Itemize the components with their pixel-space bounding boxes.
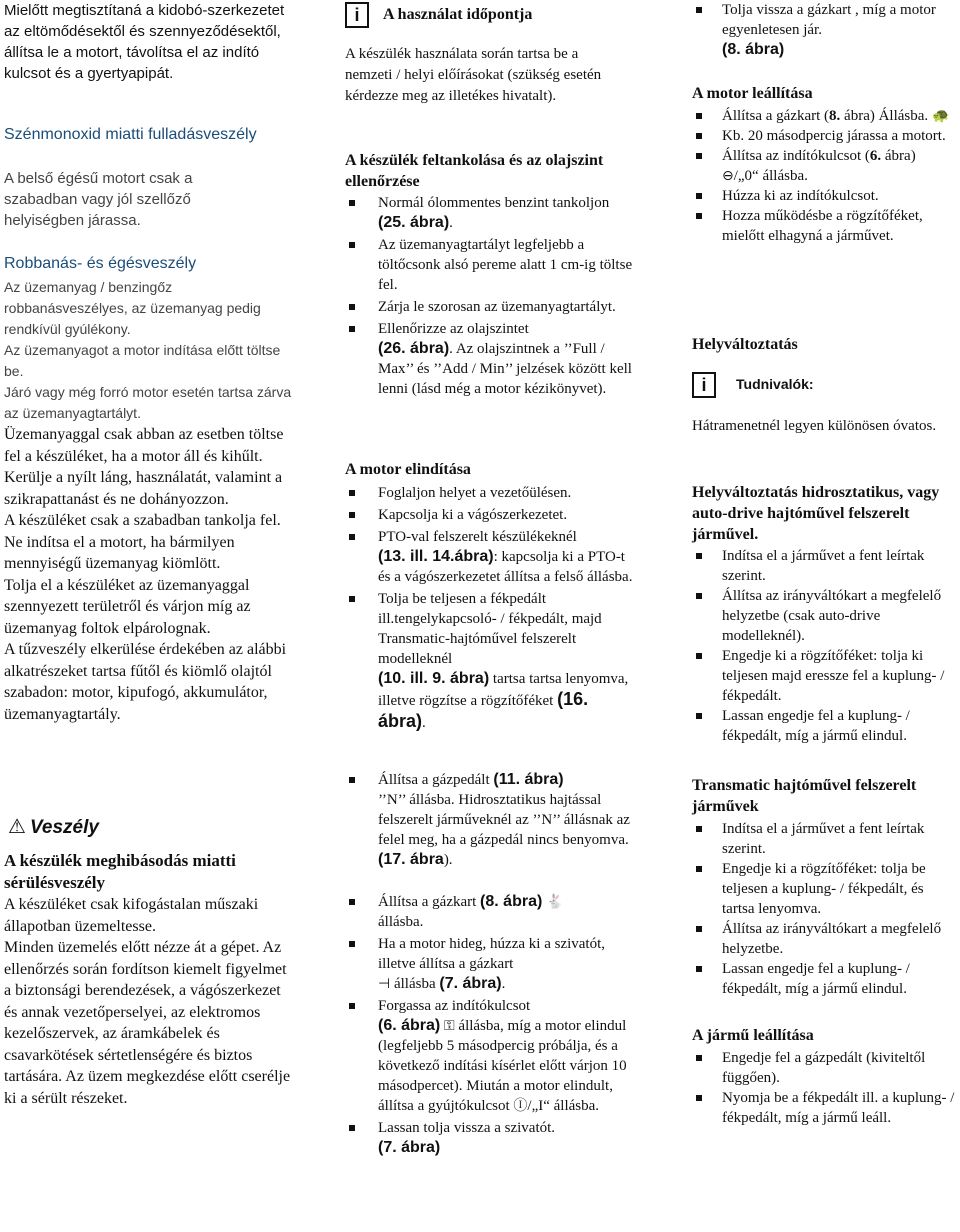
list-item [345, 770, 635, 870]
key-icon: ⚿ [444, 1018, 455, 1034]
damage-heading: A készülék meghibásodás miatti sérülésveszély [4, 851, 236, 892]
fire-para: Tolja el a készüléket az üzemanyaggal szennyezett területről és várjon míg az üzemanyag foltok elpárolognak. [4, 576, 251, 637]
damage-para: Minden üzemelés előtt nézze át a gépet. Az ellenőrzés során fordítson kiemelt figyelmet a biztonsági berendezések, a vágószerkezet és annak vezetőperselyei, az elektromos kezelőszervek, az áramkábelek és csavarkötések sértetlenségére és biztos tartására. Az üzem megkezdése előtt cserélje ki a sérült részeket. [4, 939, 291, 1107]
damage-para: A készüléket csak kifogástalan műszaki állapotban üzemeltesse. [4, 896, 259, 935]
choke-mid: állásba [393, 976, 436, 992]
info-icon [692, 372, 716, 398]
key-tail: állásba, míg a motor elindul (legfeljebb 5 másodpercig próbálja, és a következő indítási kísérlet előtt várjon 10 másodpercet). Miután a motor elindult, állítsa a gyújtókulcsot [378, 1018, 627, 1114]
figure-ref: (17. ábra [378, 851, 444, 868]
brake-text: Tolja be teljesen a fékpedált ill.tengelykapcsoló- / fékpedált, majd Transmatic-hajtóművel felszerelt modelleknél [378, 591, 602, 667]
hydro-item-text: Engedje ki a rögzítőféket: tolja ki teljesen majd eressze fel a kuplung- / fékpedált. [722, 648, 945, 704]
fuel-item-tail: . [449, 215, 453, 231]
list-item [692, 959, 956, 999]
trans-item-text: Lassan engedje fel a kuplung- / fékpedált, míg a jármű elindul. [722, 961, 910, 997]
list-item [692, 859, 956, 919]
list-item [692, 146, 956, 186]
intro-text: Mielőtt megtisztítaná a kidobó-szerkezetet az eltömődésektől és szennyeződésektől, állítsa le a motort, távolítsa el az indító kulcsot és a gyertyapipát. [4, 2, 285, 82]
figure-ref: (7. ábra) [439, 975, 502, 992]
list-item [692, 819, 956, 859]
fire-paragraphs [4, 277, 296, 725]
list-item [692, 126, 956, 146]
choke-text: Ha a motor hideg, húzza ki a szivatót, illetve állítsa a gázkart [378, 936, 606, 972]
fuel-item-tail: . Az olajszintnek a ’’Full / Max’’ és ’’Add / Min’’ jelzések között kell lenni (lásd még a motor kézikönyvet). [378, 341, 632, 397]
hydro-item-text: Lassan engedje fel a kuplung- / fékpedált, míg a jármű elindul. [722, 708, 910, 744]
fire-heading: Robbanás- és égésveszély [4, 255, 197, 272]
gas-text: Állítsa a gázpedált [378, 772, 490, 788]
fire-para: A készüléket csak a szabadban tankolja fel. [4, 512, 281, 529]
list-item [692, 646, 956, 706]
park-item-text: Engedje fel a gázpedált (kiviteltől függően). [722, 1050, 926, 1086]
info-row [692, 372, 814, 400]
stop-item-symbol: /„0“ [733, 168, 759, 184]
warning-triangle-icon: ⚠ [8, 816, 26, 838]
fuel-list [345, 193, 635, 399]
figure-ref: (7. ábra) [378, 1139, 441, 1156]
time-heading: A használat időpontja [383, 5, 533, 23]
fire-para: A tűzveszély elkerülése érdekében az alábbi alkatrészeket tartsa fűtől és kiömlő olajtól szabadon: motor, kipufogó, akkumulátor, üzemanyagtartály. [4, 641, 287, 723]
fire-para: Az üzemanyagot a motor indítása előtt töltse be. [4, 342, 281, 379]
figure-ref: (25. ábra) [378, 214, 450, 231]
danger-label [8, 814, 99, 840]
hydro-item-text: Indítsa el a járművet a fent leírtak szerint. [722, 548, 925, 584]
stop-item-text: Állítsa a gázkart ( [722, 108, 830, 124]
brake-tail: tartsa tartsa lenyomva, illetve rögzítse a rögzítőféket [378, 671, 629, 709]
list-item [345, 892, 635, 932]
park-item-text: Nyomja be a fékpedált ill. a kuplung- / fékpedált, míg a jármű leáll. [722, 1090, 955, 1126]
figure-ref: (13. ill. 14.ábra) [378, 548, 494, 565]
pto-tail: : kapcsolja ki a PTO-t és a vágószerkezetet állítsa a felső állásba. [378, 549, 633, 585]
turtle-icon: 🐢 [931, 108, 950, 124]
pto-text: PTO-val felszerelt készülékeknél [378, 529, 577, 545]
start-item-text: Kapcsolja ki a vágószerkezetet. [378, 507, 568, 523]
list-item [345, 505, 635, 525]
fire-para: Ne indítsa el a motort, ha bármilyen mennyiségű üzemanyag kiömlött. [4, 533, 235, 572]
list-item: Tolja be teljesen a fékpedált ill.tengelykapcsoló- / fékpedált, majd Transmatic-hajtóművel felszerelt modelleknél (10. ill. 9. ábra) tartsa tartsa lenyomva, illetve rögzítse a rögzítőféket (16. ábra). [345, 589, 635, 733]
trans-item-text: Állítsa az irányváltókart a megfelelő helyzetbe. [722, 921, 942, 957]
stop-item-text: Hozza működésbe a rögzítőféket, mielőtt elhagyná a járművet. [722, 208, 923, 244]
stop-item-bold: 6. [869, 148, 882, 164]
figure-ref: (26. ábra) [378, 340, 450, 357]
stop-item-text: Kb. 20 másodpercig járassa a motort. [722, 128, 946, 144]
list-item: Ha a motor hideg, húzza ki a szivatót, illetve állítsa a gázkart ⊣ állásba (7. ábra). [345, 934, 635, 994]
top-list [692, 0, 956, 60]
choke-back-text: Lassan tolja vissza a szivatót. [378, 1120, 556, 1136]
start-heading: A motor elindítása [345, 461, 471, 478]
start-list [345, 483, 635, 733]
stop-heading: A motor leállítása [692, 85, 813, 102]
info-icon [345, 2, 369, 28]
damage-paragraphs [4, 894, 296, 1109]
list-item [345, 483, 635, 503]
key-symbol: /„I“ [527, 1098, 550, 1114]
danger-text: Veszély [29, 817, 99, 838]
stop-list [692, 106, 956, 246]
figure-ref: (6. ábra) [378, 1017, 441, 1034]
rabbit-icon: 🐇 [546, 894, 564, 910]
gas-tail: ’’N’’ állásba. Hidrosztatikus hajtással felszerelt járműveknél az ’’N’’ állásnak az felel meg, ha a gázpedál nincs benyomva. [378, 792, 630, 848]
list-item [345, 319, 635, 399]
list-item [692, 919, 956, 959]
figure-ref: (11. ábra) [493, 771, 564, 788]
list-item [345, 235, 635, 295]
park-heading: A jármű leállítása [692, 1027, 814, 1044]
info-label: Tudnivalók: [736, 375, 814, 392]
list-item [692, 706, 956, 746]
fuel-item-text: Az üzemanyagtartályt legfeljebb a töltőcsonk alsó pereme alatt 1 cm-ig töltse fel. [378, 237, 633, 293]
fire-para: Az üzemanyag / benzingőz robbanásveszélyes, az üzemanyag pedig rendkívül gyúlékony. [4, 279, 261, 337]
fuel-item-text: Ellenőrizze az olajszintet [378, 321, 529, 337]
dir-heading: Helyváltoztatás [692, 336, 798, 353]
list-item [345, 193, 635, 233]
time-heading-row [345, 2, 635, 30]
list-item [692, 106, 956, 126]
dir-text: Hátramenetnél legyen különösen óvatos. [692, 418, 937, 434]
figure-ref: (16. ábra) [378, 689, 589, 731]
list-item [692, 1088, 956, 1128]
list-item [345, 996, 635, 1116]
figure-ref: (8. ábra) [480, 893, 543, 910]
stop-item-text3: állásba. [758, 168, 808, 184]
list-item [692, 0, 956, 60]
key-tail2: állásba. [553, 1098, 600, 1114]
trans-heading: Transmatic hajtóművel felszerelt járművek [692, 777, 917, 815]
figure-ref: (8. ábra) [722, 41, 785, 58]
list-item [692, 586, 956, 646]
hydro-item-text: Állítsa az irányváltókart a megfelelő helyzetbe (csak auto-drive modelleknél). [722, 588, 942, 644]
stop-item-bold: 8. [829, 108, 841, 124]
hydro-list [692, 546, 956, 746]
trans-list [692, 819, 956, 999]
list-item [692, 206, 956, 246]
co-heading: Szénmonoxid miatti fulladásveszély [4, 126, 257, 143]
key-off-icon: ⊖ [722, 168, 734, 184]
list-item [692, 1048, 956, 1088]
start-item-text: Foglaljon helyet a vezetőülésen. [378, 485, 572, 501]
co-text: A belső égésű motort csak a szabadban vagy jól szellőző helyiségben járassa. [4, 170, 193, 229]
figure-ref: (10. ill. 9. ábra) [378, 670, 490, 687]
stop-item-text: Állítsa az indítókulcsot ( [722, 148, 870, 164]
fuel-heading: A készülék feltankolása és az olajszint ellenőrzése [345, 152, 604, 190]
trans-item-text: Indítsa el a járművet a fent leírtak szerint. [722, 821, 925, 857]
fire-para: Járó vagy még forró motor esetén tartsa zárva az üzemanyagtartályt. [4, 384, 292, 421]
list-item [345, 297, 635, 317]
time-text: A készülék használata során tartsa be a nemzeti / helyi előírásokat (szükség esetén kérdezze meg az illetékes hivatalt). [345, 46, 602, 104]
throttle-tail: állásba. [378, 914, 424, 930]
fuel-item-text: Normál ólommentes benzint tankoljon [378, 195, 610, 211]
stop-item-text2: ábra) [881, 148, 916, 164]
list-item [692, 186, 956, 206]
top-item-text: Tolja vissza a gázkart , míg a motor egyenletesen jár. [722, 2, 936, 38]
key-text: Forgassa az indítókulcsot [378, 998, 531, 1014]
list-item [345, 1118, 635, 1158]
hydro-heading: Helyváltoztatás hidrosztatikus, vagy auto-drive hajtóművel felszerelt járművel. [692, 484, 940, 543]
stop-item-text: Húzza ki az indítókulcsot. [722, 188, 879, 204]
list-item [345, 527, 635, 587]
list-item [692, 546, 956, 586]
start-list-2 [345, 770, 635, 1158]
fire-para: Üzemanyaggal csak abban az esetben töltse fel a készüléket, ha a motor áll és kihűlt. Kerülje a nyílt láng, használatát, valamint a szikrapattanást és ne dohányozzon. [4, 426, 284, 508]
key-symbol-icon: Ⓘ [513, 1098, 528, 1114]
stop-item-text2: ábra) Állásba. [840, 108, 929, 124]
park-list [692, 1048, 956, 1128]
trans-item-text: Engedje ki a rögzítőféket: tolja be teljesen a kuplung- / fékpedált, és tartsa lenyomva. [722, 861, 926, 917]
throttle-text: Állítsa a gázkart [378, 894, 477, 910]
fuel-item-text: Zárja le szorosan az üzemanyagtartályt. [378, 299, 616, 315]
choke-icon: ⊣ [378, 976, 391, 992]
gas-fig2-tail: ). [443, 852, 453, 868]
